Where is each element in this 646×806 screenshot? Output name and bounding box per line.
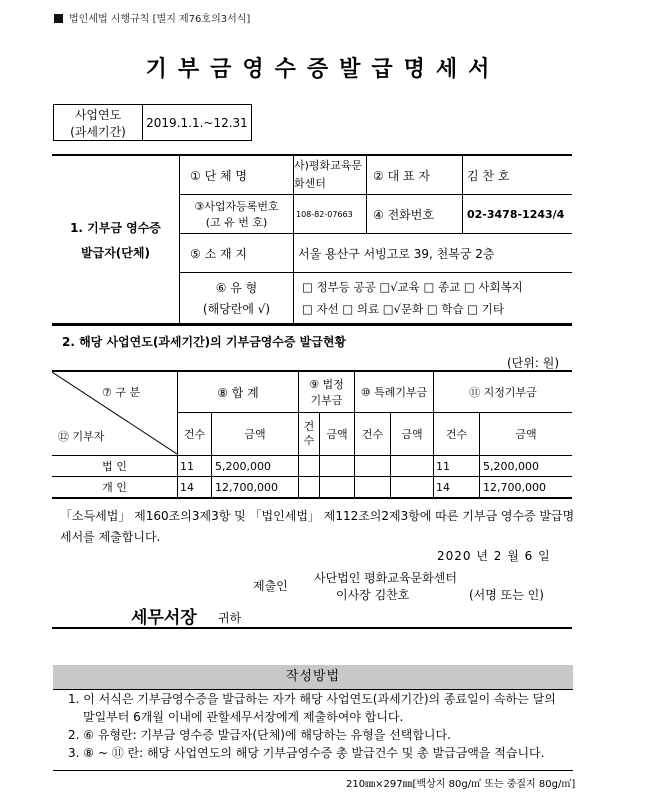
total-amount-cell: 5,200,000 [212, 456, 299, 477]
honorific: 귀하 [218, 611, 242, 625]
signature-note: (서명 또는 인) [469, 588, 544, 602]
address-label: ⑤ 소 재 지 [180, 234, 294, 273]
donor-label: ⑫ 기부자 [58, 430, 105, 443]
issuer-section-label: 1. 기부금 영수증 발급자(단체) [52, 155, 180, 324]
type-options-row2: □ 자선 □ 의료 □√문화 □ 학습 □ 기타 [302, 302, 504, 316]
issuance-section-title: 2. 해당 사업연도(과세기간)의 기부금영수증 발급현황 [62, 335, 347, 349]
tax-year-value: 2019.1.1.~12.31 [143, 105, 252, 141]
special-count-cell [355, 456, 391, 477]
designated-count-cell: 14 [434, 477, 480, 499]
total-header: ⑧ 합 계 [178, 371, 299, 413]
designated-amount-cell: 5,200,000 [480, 456, 573, 477]
row-label: 개 인 [52, 477, 178, 499]
designated-amount-cell: 12,700,000 [480, 477, 573, 499]
phone-label: ④ 전화번호 [367, 195, 463, 234]
submitter-org: 사단법인 평화교육문화센터 [314, 571, 457, 585]
type-options [294, 273, 573, 324]
reg-no-label: ③사업자등록번호 (고 유 번 호) [180, 195, 294, 234]
paper-spec: 210㎜×297㎜[백상지 80g/㎡ 또는 중질지 80g/㎡] [346, 779, 576, 790]
type-options-row1: □ 정부등 공공 □√교육 □ 종교 □ 사회복지 [302, 280, 523, 294]
total-count-cell: 14 [178, 477, 212, 499]
representative-value: 김 찬 호 [463, 155, 573, 195]
category-label: ⑦ 구 분 [102, 386, 141, 399]
org-name-value: 사)평화교육문화센터 [294, 155, 367, 195]
total-count-cell: 11 [178, 456, 212, 477]
special-header: ⑩ 특례기부금 [355, 371, 434, 413]
square-bullet-icon [54, 14, 63, 23]
guide-item-1: 1. 이 서식은 기부금영수증을 발급하는 자가 해당 사업연도(과세기간)의 종료일이 속하는 달의 [68, 692, 556, 706]
statutory-header: ⑨ 법정 기부금 [299, 371, 355, 413]
row-label: 법 인 [52, 456, 178, 477]
form-title: 기부금영수증발급명세서 [145, 57, 501, 82]
total-count-header: 건수 [178, 413, 212, 456]
reg-no-value: 108-82-07663 [294, 195, 367, 234]
statutory-amount-cell [320, 456, 355, 477]
guide-item-3: 3. ⑧ ~ ⑪ 란: 해당 사업연도의 해당 기부금영수증 총 발급건수 및 총 발급금액을 적습니다. [68, 746, 545, 760]
phone-value: 02-3478-1243/4 [463, 195, 573, 234]
unit-label: (단위: 원) [507, 356, 559, 370]
statutory-count-header: 건 수 [299, 413, 320, 456]
issuer-section [52, 154, 572, 324]
statutory-count-cell [299, 456, 320, 477]
special-amount-header: 금액 [391, 413, 434, 456]
total-amount-cell: 12,700,000 [212, 477, 299, 499]
representative-label: ② 대 표 자 [367, 155, 463, 195]
tax-year-label: 사업연도 (과세기간) [54, 105, 143, 141]
statutory-count-cell [299, 477, 320, 499]
submitter-label: 제출인 [253, 579, 288, 593]
address-value: 서울 용산구 서빙고로 39, 천복궁 2층 [294, 234, 573, 273]
table-row [52, 456, 572, 477]
doc-reference-text: 법인세법 시행규칙 [별지 제76호의3서식] [69, 14, 251, 25]
section-divider [52, 324, 572, 326]
type-label: ⑥ 유 형 (해당란에 √) [180, 273, 294, 324]
total-amount-header: 금액 [212, 413, 299, 456]
recipient-office: 세무서장 [131, 608, 197, 628]
special-amount-cell [391, 456, 434, 477]
special-count-header: 건수 [355, 413, 391, 456]
table-row [52, 477, 572, 499]
designated-count-cell: 11 [434, 456, 480, 477]
designated-header: ⑪ 지정기부금 [434, 371, 573, 413]
divider [52, 627, 572, 629]
guide-list [53, 690, 573, 762]
designated-count-header: 건수 [434, 413, 480, 456]
doc-reference [54, 10, 250, 25]
guide-item-2: 2. ⑥ 유형란: 기부금 영수증 발급자(단체)에 해당하는 유형을 선택합니다. [68, 728, 451, 742]
special-count-cell [355, 477, 391, 499]
submitter-rep: 이사장 김찬호 [336, 588, 410, 602]
special-amount-cell [391, 477, 434, 499]
bottom-divider [53, 770, 573, 771]
guide-title: 작성방법 [53, 665, 573, 689]
statutory-amount-cell [320, 477, 355, 499]
submission-date: 2020 년 2 월 6 일 [437, 549, 551, 563]
org-name-label: ① 단 체 명 [180, 155, 294, 195]
designated-amount-header: 금액 [480, 413, 573, 456]
tax-year-box [53, 104, 252, 141]
issuance-table [52, 370, 572, 499]
statutory-amount-header: 금액 [320, 413, 355, 456]
category-header [52, 371, 178, 456]
submission-statement: 「소득세법」 제160조의3제3항 및 「법인세법」 제112조의2제3항에 따른 기부금 영수증 발급명세서를 제출합니다. [60, 509, 575, 544]
guide-item-1-cont: 말일부터 6개월 이내에 관할세무서장에게 제출하여야 합니다. [83, 710, 404, 724]
